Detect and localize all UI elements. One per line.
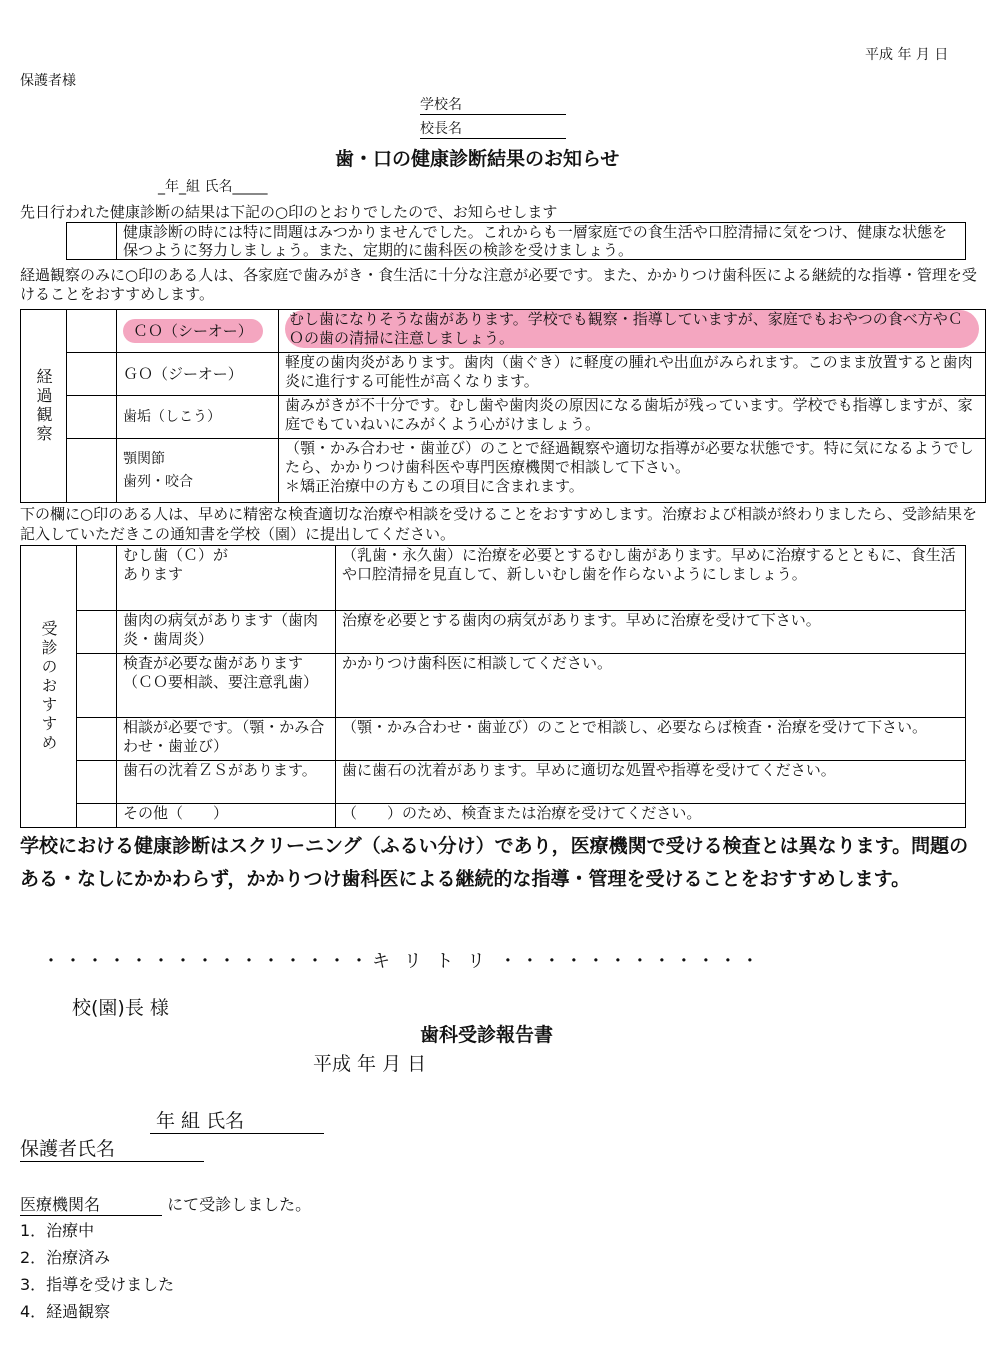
check-cell-plaque[interactable] <box>67 396 117 439</box>
other-text: （ ）のため、検査または治療を受けてください。 <box>336 804 966 828</box>
check-cell-calculus[interactable] <box>77 761 117 804</box>
report-student-field[interactable] <box>150 1106 324 1134</box>
jaw-label: 顎関節 <box>123 450 165 467</box>
gum-text: 治療を必要とする歯肉の病気があります。早めに治療を受けて下さい。 <box>336 611 966 654</box>
report-student-label: 年 組 氏名 <box>156 1110 245 1132</box>
co-text-cell <box>279 310 986 353</box>
school-name-label: 学校名 <box>420 97 462 113</box>
go-text: 軽度の歯肉炎があります。歯肉（歯ぐき）に軽度の腫れや出血がみられます。このまま放置すると歯肉炎に進行する可能性が高くなります。 <box>279 353 986 396</box>
check-cell-exam[interactable] <box>77 654 117 718</box>
check-cell-gum[interactable] <box>77 611 117 654</box>
report-options <box>20 1218 174 1326</box>
jaw-label-2: 歯列・咬合 <box>123 473 193 490</box>
plaque-text: 歯みがきが不十分です。むし歯や歯肉炎の原因になる歯垢が残っています。学校でも指導しますが、家庭でもていねいにみがくよう心がけましょう。 <box>279 396 986 439</box>
check-cell-caries[interactable] <box>77 546 117 611</box>
observation-table <box>20 309 986 503</box>
report-guardian-field[interactable] <box>20 1134 204 1162</box>
report-institution-label: 医療機関名 <box>20 1195 101 1214</box>
other-label: その他（ ） <box>117 804 336 828</box>
jaw-text-2: ＊矯正治療中の方もこの項目に含まれます。 <box>285 477 584 495</box>
jaw-text-cell <box>279 439 986 503</box>
report-option-4[interactable]: 4．経過観察 <box>20 1302 111 1321</box>
check-cell-go[interactable] <box>67 353 117 396</box>
no-problem-table <box>66 222 966 260</box>
recommend-intro: 下の欄に○印のある人は、早めに精密な検査適切な治療や相談を受けることをおすすめします。治療および相談が終わりましたら、受診結果を記入していただきこの通知書を学校（園）に提出してください。 <box>20 505 978 543</box>
check-cell-consult[interactable] <box>77 718 117 761</box>
co-text: むし歯になりそうな歯があります。学校でも観察・指導していますが、家庭でもおやつの食べ方やＣＯの歯の清掃に注意しましょう。 <box>285 310 979 348</box>
plaque-label: 歯垢（しこう） <box>117 396 279 439</box>
consult-text: （顎・かみ合わせ・歯並び）のことで相談し、必要ならば検査・治療を受けて下さい。 <box>336 718 966 761</box>
date: 平成 年 月 日 <box>865 47 949 63</box>
cut-line: ・・・・・・・・・・・・・・・キ リ ト リ ・・・・・・・・・・・・ <box>42 951 763 972</box>
report-option-1[interactable]: 1．治療中 <box>20 1221 95 1240</box>
check-cell-other[interactable] <box>77 804 117 828</box>
gum-label: 歯肉の病気があります（歯肉炎・歯周炎） <box>117 611 336 654</box>
principal-name-label: 校長名 <box>420 121 462 137</box>
report-option-2[interactable]: 2．治療済み <box>20 1248 111 1267</box>
report-option-3[interactable]: 3．指導を受けました <box>20 1275 175 1294</box>
report-institution-suffix: にて受診しました。 <box>167 1195 312 1214</box>
check-cell[interactable] <box>67 223 117 260</box>
recommend-side-label: 受診のおすすめ <box>21 546 77 828</box>
consult-label: 相談が必要です。（顎・かみ合わせ・歯並び） <box>117 718 336 761</box>
jaw-text: （顎・かみ合わせ・歯並び）のことで経過観察や適切な指導が必要な状態です。特に気になるようでしたら、かかりつけ歯科医や専門医療機関で相談して下さい。 <box>285 439 974 476</box>
caries-text: （乳歯・永久歯）に治療を必要とするむし歯があります。早めに治療するとともに、食生活や口腔清掃を見直して、新しいむし歯を作らないようにしましょう。 <box>336 546 966 611</box>
caries-label: むし歯（Ｃ）が あります <box>117 546 336 611</box>
report-date: 平成 年 月 日 <box>313 1053 427 1075</box>
jaw-label-cell <box>117 439 279 503</box>
screening-notice: 学校における健康診断はスクリーニング（ふるい分け）であり，医療機関で受ける検査とは異なります。問題のある・なしにかかわらず，かかりつけ歯科医による継続的な指導・管理を受けることをおすすめします。 <box>20 835 969 890</box>
exam-label: 検査が必要な歯があります（ＣＯ要相談、要注意乳歯） <box>117 654 336 718</box>
guardian-salutation: 保護者様 <box>20 73 76 89</box>
report-institution-line <box>20 1192 311 1216</box>
co-label: ＣＯ（シーオー） <box>123 319 263 343</box>
recommend-table <box>20 545 966 828</box>
observation-intro: 経過観察のみに○印のある人は、各家庭で歯みがき・食生活に十分な注意が必要です。また、かかりつけ歯科医による継続的な指導・管理を受けることをおすすめします。 <box>20 266 977 303</box>
student-line: _年_組 氏名_____ <box>158 179 268 195</box>
observation-side-label: 経過観察 <box>21 310 67 503</box>
calculus-text: 歯に歯石の沈着があります。早めに適切な処置や指導を受けてください。 <box>336 761 966 804</box>
report-guardian-label: 保護者氏名 <box>20 1138 116 1160</box>
report-title: 歯科受診報告書 <box>420 1024 554 1046</box>
no-problem-text: 健康診断の時には特に問題はみつかりませんでした。これからも一層家庭での食生活や口腔清掃に気をつけ、健康な状態を保つように努力しましょう。また、定期的に歯科医の検診を受けましょう。 <box>117 223 966 260</box>
school-name-field <box>420 94 566 115</box>
page-title: 歯・口の健康診断結果のお知らせ <box>335 148 620 170</box>
exam-text: かかりつけ歯科医に相談してください。 <box>336 654 966 718</box>
report-addressee: 校(園)長 様 <box>72 997 169 1019</box>
check-cell-co[interactable] <box>67 310 117 353</box>
go-label: ＧＯ（ジーオー） <box>117 353 279 396</box>
report-institution-field[interactable] <box>20 1192 162 1216</box>
principal-name-field <box>420 118 566 139</box>
intro-text: 先日行われた健康診断の結果は下記の○印のとおりでしたので、お知らせします <box>20 203 558 221</box>
calculus-label: 歯石の沈着ＺＳがあります。 <box>117 761 336 804</box>
co-label-cell <box>117 310 279 353</box>
check-cell-jaw[interactable] <box>67 439 117 503</box>
